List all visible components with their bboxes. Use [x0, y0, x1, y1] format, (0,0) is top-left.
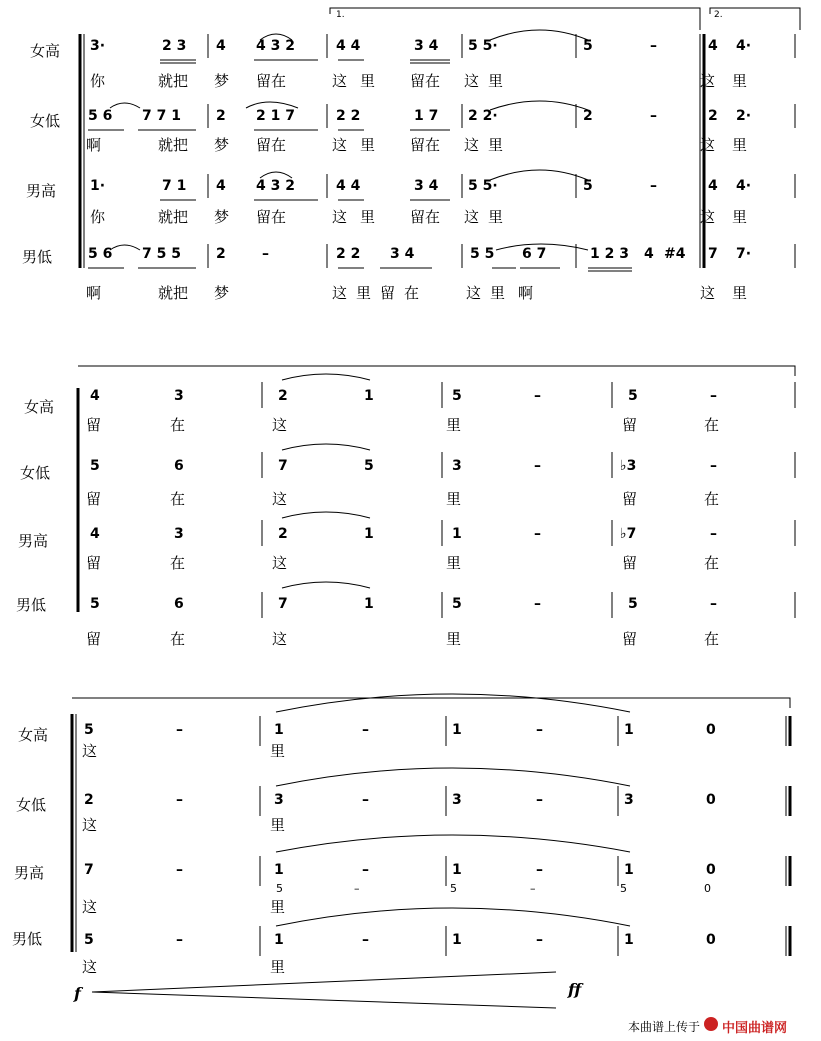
- note: 2: [278, 526, 288, 542]
- note: 5 6: [88, 108, 113, 124]
- lyric: 这: [332, 284, 348, 302]
- lyric: 这: [700, 208, 716, 226]
- part-label-soprano: 女高: [24, 398, 55, 416]
- lyric: 留: [86, 554, 102, 572]
- note: 1: [274, 862, 284, 878]
- part-label-tenor: 男高: [14, 864, 45, 882]
- lyric: 就把: [158, 72, 189, 90]
- lyric: 里: [360, 208, 376, 226]
- note: –: [710, 458, 717, 474]
- note: 0: [706, 862, 716, 878]
- lyric: 这: [332, 72, 348, 90]
- note: #4: [664, 246, 686, 262]
- note: 5: [583, 178, 593, 194]
- note: 5 5: [470, 246, 495, 262]
- lyric: 这: [332, 208, 348, 226]
- note: 4: [90, 526, 100, 542]
- note: 5 6: [88, 246, 113, 262]
- note: –: [176, 862, 183, 878]
- lyric: 梦: [214, 208, 230, 226]
- note: –: [650, 108, 657, 124]
- lyric: 留: [86, 630, 102, 648]
- note: 5 5·: [468, 178, 498, 194]
- lyric: 梦: [214, 72, 230, 90]
- note: 5 5·: [468, 38, 498, 54]
- footer-text: 本曲谱上传于: [628, 1020, 701, 1034]
- note: 1: [364, 388, 374, 404]
- lyric: 这: [82, 958, 98, 976]
- note: 3·: [90, 38, 106, 54]
- note: 5: [628, 596, 638, 612]
- lyric: 啊: [86, 284, 102, 302]
- note: 0: [706, 722, 716, 738]
- note: 2 2: [336, 246, 361, 262]
- note: 2 1 7: [256, 108, 295, 124]
- note: 5: [628, 388, 638, 404]
- note: 4: [216, 38, 226, 54]
- lyric: 里: [446, 416, 462, 434]
- note: 1 2 3: [590, 246, 629, 262]
- note: 4·: [736, 178, 752, 194]
- note: 5: [90, 596, 100, 612]
- note: –: [362, 932, 369, 948]
- site-logo-icon: [704, 1017, 718, 1031]
- lyric: 这: [332, 136, 348, 154]
- note: 7: [278, 458, 288, 474]
- lyric: 里: [732, 72, 748, 90]
- note: –: [176, 792, 183, 808]
- note: 4 3 2: [256, 178, 295, 194]
- note: 7: [708, 246, 718, 262]
- note: –: [650, 38, 657, 54]
- divisi-note: –: [354, 882, 360, 895]
- lyric: 啊: [518, 284, 534, 302]
- note: 4 3 2: [256, 38, 295, 54]
- lyric: 里: [732, 136, 748, 154]
- lyric: 里: [732, 208, 748, 226]
- lyric: 留在: [256, 72, 287, 90]
- note: 4 4: [336, 38, 361, 54]
- note: 1: [364, 596, 374, 612]
- note: –: [176, 722, 183, 738]
- note: 5: [452, 596, 462, 612]
- lyric: 这: [700, 136, 716, 154]
- note: 4: [216, 178, 226, 194]
- note: 5: [452, 388, 462, 404]
- note: 4: [644, 246, 654, 262]
- note: 3: [452, 458, 462, 474]
- volta-second: 2.: [714, 10, 723, 20]
- lyric: 就把: [158, 136, 189, 154]
- lyric: 留: [622, 490, 638, 508]
- note: –: [534, 596, 541, 612]
- note: –: [176, 932, 183, 948]
- note: 1 7: [414, 108, 439, 124]
- lyric: 在: [704, 490, 720, 508]
- note: –: [362, 862, 369, 878]
- lyric: 留: [622, 554, 638, 572]
- lyric: 留: [380, 284, 396, 302]
- note: 1: [274, 932, 284, 948]
- divisi-note: 0: [704, 882, 711, 895]
- note: 2: [216, 246, 226, 262]
- note: 7·: [736, 246, 752, 262]
- note: –: [536, 862, 543, 878]
- lyric: 这: [464, 208, 480, 226]
- lyric: 梦: [214, 136, 230, 154]
- part-label-tenor: 男高: [18, 532, 49, 550]
- divisi-note: –: [530, 882, 536, 895]
- note: 2 2: [336, 108, 361, 124]
- note: 2: [278, 388, 288, 404]
- note: 2: [84, 792, 94, 808]
- part-label-bass: 男低: [12, 930, 43, 948]
- part-label-alto: 女低: [30, 112, 61, 130]
- note: 3 4: [414, 38, 439, 54]
- note: 3: [174, 526, 184, 542]
- note: 0: [706, 792, 716, 808]
- note: –: [710, 388, 717, 404]
- lyric: 这: [82, 742, 98, 760]
- lyric: 里: [488, 208, 504, 226]
- lyric: 这: [700, 72, 716, 90]
- lyric: 这: [700, 284, 716, 302]
- lyric: 里: [446, 554, 462, 572]
- lyric: 啊: [86, 136, 102, 154]
- note: 2: [708, 108, 718, 124]
- lyric: 里: [270, 816, 286, 834]
- lyric: 里: [490, 284, 506, 302]
- note: 7 1: [162, 178, 187, 194]
- note: –: [362, 792, 369, 808]
- note: 1: [452, 722, 462, 738]
- note: –: [362, 722, 369, 738]
- lyric: 在: [170, 554, 186, 572]
- lyric: 里: [488, 136, 504, 154]
- lyric: 在: [404, 284, 420, 302]
- note: 3 4: [390, 246, 415, 262]
- lyric: 在: [170, 490, 186, 508]
- lyric: 留: [86, 490, 102, 508]
- lyric: 这: [464, 136, 480, 154]
- lyric: 里: [270, 898, 286, 916]
- note: –: [536, 722, 543, 738]
- note: ♭3: [620, 458, 637, 474]
- lyric: 里: [360, 72, 376, 90]
- note: –: [650, 178, 657, 194]
- note: 7 5 5: [142, 246, 181, 262]
- dynamic-forte: f: [74, 984, 81, 1003]
- divisi-note: 5: [450, 882, 457, 895]
- note: –: [534, 526, 541, 542]
- note: 2 2·: [468, 108, 498, 124]
- note: 1: [452, 862, 462, 878]
- lyric: 在: [170, 630, 186, 648]
- note: 4 4: [336, 178, 361, 194]
- site-name[interactable]: 中国曲谱网: [722, 1021, 788, 1036]
- note: 1: [624, 722, 634, 738]
- note: –: [710, 596, 717, 612]
- note: 3 4: [414, 178, 439, 194]
- note: 3: [274, 792, 284, 808]
- note: 0: [706, 932, 716, 948]
- note: 5: [84, 932, 94, 948]
- lyric: 在: [704, 554, 720, 572]
- part-label-bass: 男低: [16, 596, 47, 614]
- lyric: 里: [270, 958, 286, 976]
- note: 1: [452, 526, 462, 542]
- note: 7 7 1: [142, 108, 181, 124]
- lyric: 留: [86, 416, 102, 434]
- volta-first: 1.: [336, 10, 345, 20]
- note: –: [536, 932, 543, 948]
- part-label-tenor: 男高: [26, 182, 57, 200]
- note: 2·: [736, 108, 752, 124]
- lyric: 你: [90, 72, 106, 90]
- note: 6: [174, 458, 184, 474]
- lyric: 梦: [214, 284, 230, 302]
- lyric: 你: [90, 208, 106, 226]
- part-label-soprano: 女高: [18, 726, 49, 744]
- note: 5: [84, 722, 94, 738]
- lyric: 里: [360, 136, 376, 154]
- lyric: 里: [732, 284, 748, 302]
- note: 6 7: [522, 246, 547, 262]
- lyric: 里: [270, 742, 286, 760]
- note: 3: [624, 792, 634, 808]
- note: 6: [174, 596, 184, 612]
- note: 2: [583, 108, 593, 124]
- lyric: 留: [622, 416, 638, 434]
- part-label-alto: 女低: [20, 464, 51, 482]
- lyric: 这: [272, 630, 288, 648]
- note: 4: [708, 38, 718, 54]
- note: 2 3: [162, 38, 187, 54]
- lyric: 这: [272, 416, 288, 434]
- note: 5: [583, 38, 593, 54]
- lyric: 这: [464, 72, 480, 90]
- note: 2: [216, 108, 226, 124]
- lyric: 这: [466, 284, 482, 302]
- lyric: 里: [446, 630, 462, 648]
- lyric: 留在: [410, 208, 441, 226]
- note: 7: [84, 862, 94, 878]
- divisi-note: 5: [276, 882, 283, 895]
- lyric: 留: [622, 630, 638, 648]
- note: –: [534, 388, 541, 404]
- note: 1: [452, 932, 462, 948]
- dynamic-fortissimo: ff: [568, 980, 582, 999]
- lyric: 就把: [158, 284, 189, 302]
- note: 4: [90, 388, 100, 404]
- note: 5: [364, 458, 374, 474]
- lyric: 在: [704, 630, 720, 648]
- lyric: 里: [356, 284, 372, 302]
- lyric: 留在: [256, 208, 287, 226]
- note: 4: [708, 178, 718, 194]
- lyric: 这: [272, 554, 288, 572]
- lyric: 留在: [256, 136, 287, 154]
- note: 4·: [736, 38, 752, 54]
- lyric: 这: [82, 898, 98, 916]
- lyric: 里: [446, 490, 462, 508]
- note: 1·: [90, 178, 106, 194]
- lyric: 这: [82, 816, 98, 834]
- lyric: 在: [704, 416, 720, 434]
- note: –: [534, 458, 541, 474]
- lyric: 里: [488, 72, 504, 90]
- part-label-alto: 女低: [16, 796, 47, 814]
- note: 7: [278, 596, 288, 612]
- note: 5: [90, 458, 100, 474]
- note: –: [262, 246, 269, 262]
- note: 1: [624, 862, 634, 878]
- part-label-bass: 男低: [22, 248, 53, 266]
- note: 3: [174, 388, 184, 404]
- note: 1: [364, 526, 374, 542]
- note: 1: [624, 932, 634, 948]
- note: –: [710, 526, 717, 542]
- note: –: [536, 792, 543, 808]
- note: 3: [452, 792, 462, 808]
- part-label-soprano: 女高: [30, 42, 61, 60]
- lyric: 这: [272, 490, 288, 508]
- lyric: 在: [170, 416, 186, 434]
- lyric: 留在: [410, 72, 441, 90]
- lyric: 留在: [410, 136, 441, 154]
- divisi-note: 5: [620, 882, 627, 895]
- note: ♭7: [620, 526, 637, 542]
- note: 1: [274, 722, 284, 738]
- lyric: 就把: [158, 208, 189, 226]
